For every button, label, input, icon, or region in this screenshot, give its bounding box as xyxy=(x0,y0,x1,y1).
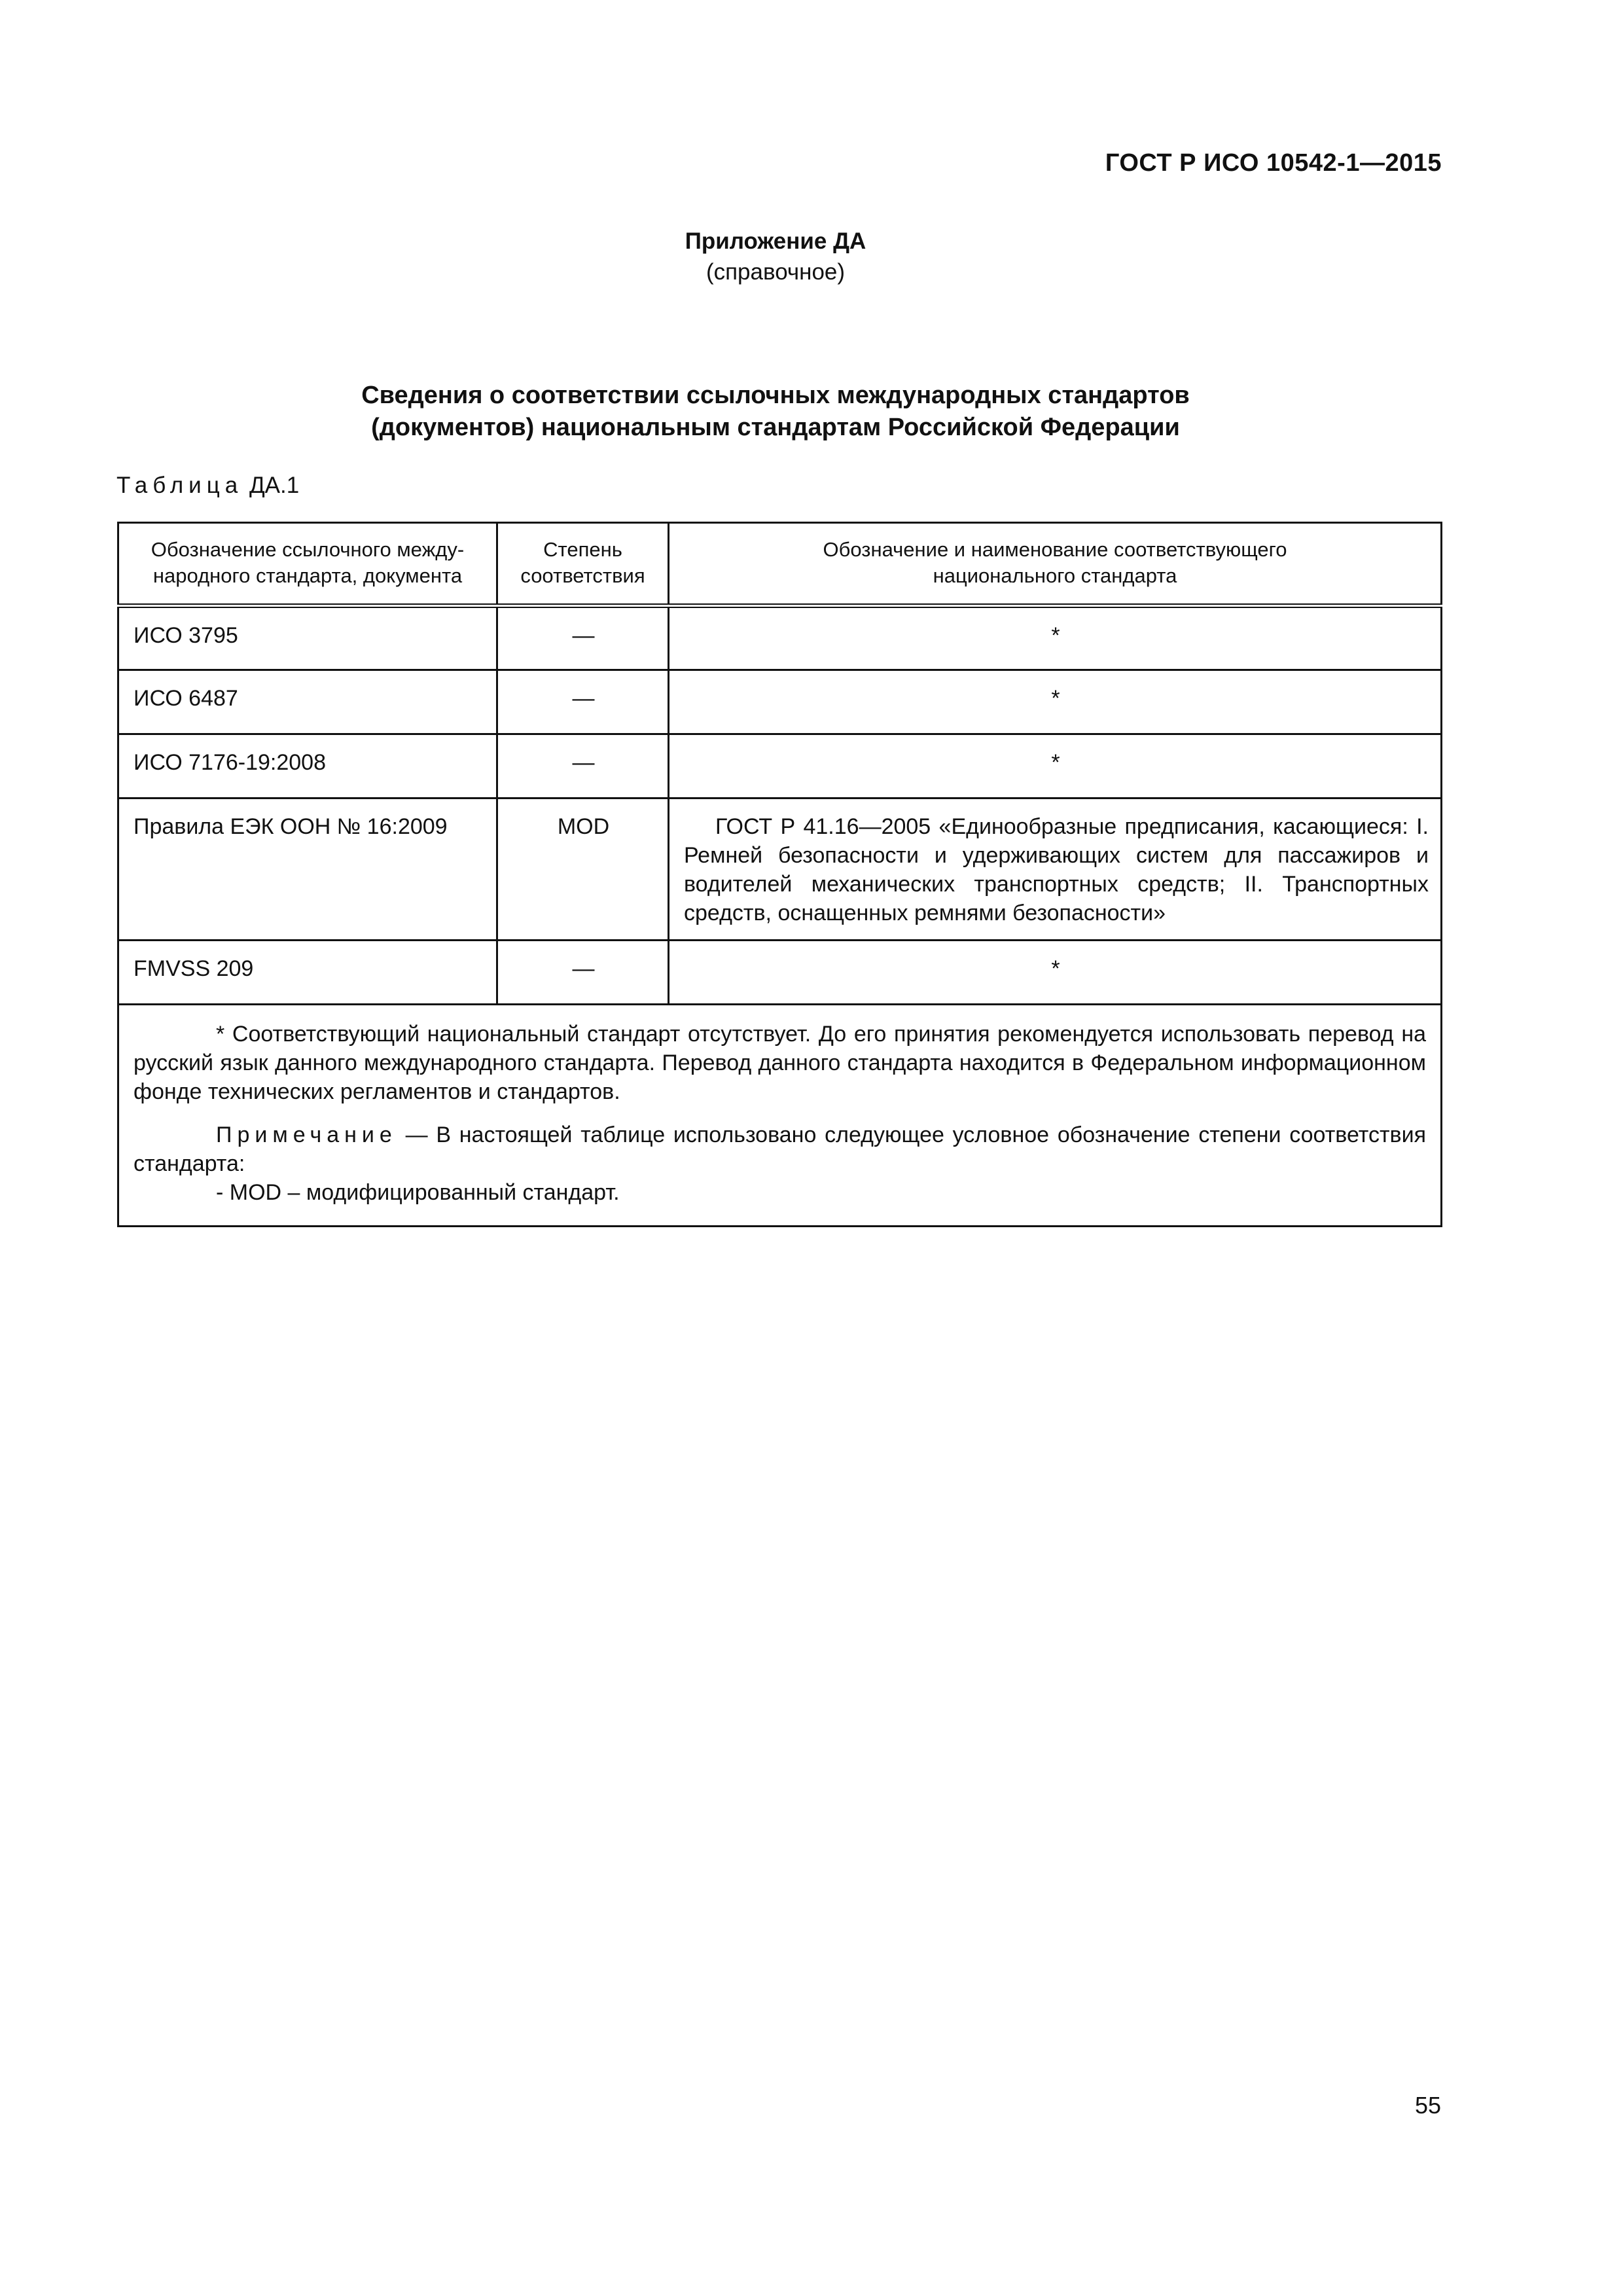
document-title xyxy=(0,380,1551,444)
cell-degree: — xyxy=(497,734,669,798)
table-row xyxy=(118,941,1442,1005)
header-col3-line2: национального стандарта xyxy=(933,564,1177,587)
cell-reference: ИСО 7176-19:2008 xyxy=(118,734,497,798)
cell-national: ГОСТ Р 41.16—2005 «Единообразные предписания, касающиеся: I. Ремней безопасности и удерживающих систем для пассажиров и водителей механических транспортных средств; II. Транспортных средств, оснащенных ремнями безопасности» xyxy=(669,798,1442,941)
header-col1-line1: Обозначение ссылочного между- xyxy=(151,538,465,561)
header-col2-line1: Степень xyxy=(543,538,622,561)
annex-name: Приложение ДА xyxy=(685,228,866,254)
cell-national: * xyxy=(669,734,1442,798)
correspondence-table xyxy=(117,522,1442,1227)
note-text: — В настоящей таблице использовано следующее условное обозначение степени соответствия стандарта: xyxy=(134,1122,1426,1176)
cell-degree: — xyxy=(497,941,669,1005)
annex-heading xyxy=(0,226,1551,287)
header-reference-standard xyxy=(118,523,497,606)
table-caption xyxy=(116,473,299,499)
cell-degree: — xyxy=(497,670,669,734)
cell-reference: Правила ЕЭК ООН № 16:2009 xyxy=(118,798,497,941)
cell-reference: ИСО 6487 xyxy=(118,670,497,734)
cell-reference: ИСО 3795 xyxy=(118,606,497,670)
table-footer-row xyxy=(118,1005,1442,1227)
note-item: - MOD – модифицированный стандарт. xyxy=(216,1180,620,1205)
cell-degree: MOD xyxy=(497,798,669,941)
table-footnote: * Соответствующий национальный стандарт отсутствует. До его принятия рекомендуется использовать перевод на русский язык данного международного стандарта. Перевод данного стандарта находится в Федеральном информационном фонде технических регламентов и стандартов. xyxy=(134,1022,1426,1104)
table-row xyxy=(118,670,1442,734)
note-label: Примечание xyxy=(216,1122,397,1147)
table-note xyxy=(134,1121,1426,1178)
page-number: 55 xyxy=(1414,2092,1441,2119)
annex-kind: (справочное) xyxy=(705,259,846,285)
table-caption-number: ДА.1 xyxy=(249,473,300,498)
table-notes-cell xyxy=(118,1005,1442,1227)
cell-national: * xyxy=(669,606,1442,670)
header-col3-line1: Обозначение и наименование соответствующего xyxy=(823,538,1287,561)
header-col2-line2: соответствия xyxy=(520,564,645,587)
title-line-1: Сведения о соответствии ссылочных международных стандартов xyxy=(361,382,1190,409)
table-row xyxy=(118,734,1442,798)
header-degree xyxy=(497,523,669,606)
table-row xyxy=(118,606,1442,670)
header-national-standard xyxy=(669,523,1442,606)
cell-national: * xyxy=(669,670,1442,734)
title-line-2: (документов) национальным стандартам Российской Федерации xyxy=(371,414,1180,441)
standard-designation: ГОСТ Р ИСО 10542-1—2015 xyxy=(1105,149,1442,177)
cell-national: * xyxy=(669,941,1442,1005)
table-row xyxy=(118,798,1442,941)
cell-reference: FMVSS 209 xyxy=(118,941,497,1005)
header-col1-line2: народного стандарта, документа xyxy=(152,564,463,587)
cell-degree: — xyxy=(497,606,669,670)
table-caption-label: Таблица xyxy=(116,473,243,498)
table-header-row xyxy=(118,523,1442,606)
